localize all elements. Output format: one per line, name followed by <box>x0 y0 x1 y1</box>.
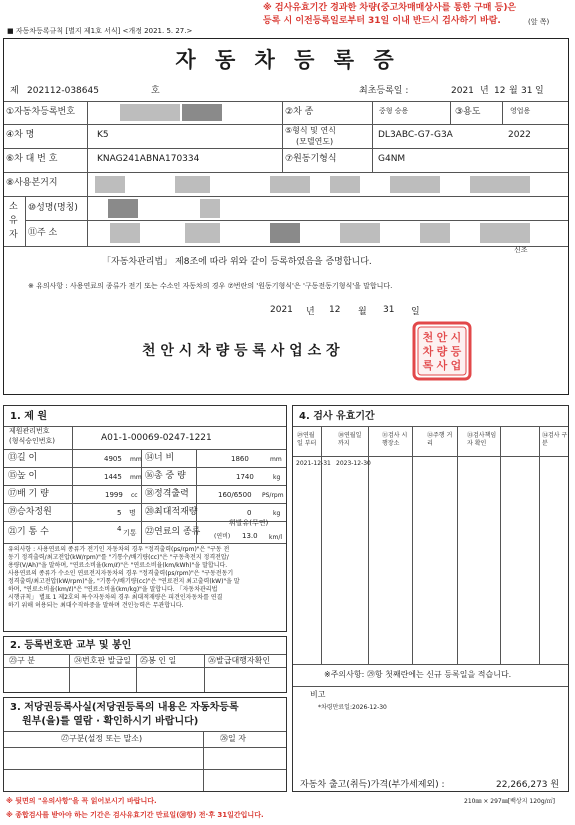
inspection-title: 4. 검사 유효기간 <box>299 411 375 422</box>
fine-print-line: 시행규칙」 별표 1 제2호의 특수자동차의 경우 최대적재량은 피견인자동차를 연결 <box>8 594 223 601</box>
displacement-unit: cc <box>131 492 138 499</box>
width-unit: mm <box>270 456 282 463</box>
official-seal-icon <box>412 321 472 381</box>
plate-col-seal-date: ㉕봉 인 일 <box>140 656 177 665</box>
paper-spec: 210㎜ × 297㎜[백상지 120g/㎡] <box>464 798 556 805</box>
redacted-owner-address-2 <box>185 223 220 243</box>
first-reg-year-unit: 년 <box>480 86 489 96</box>
seating-unit: 명 <box>129 509 136 517</box>
first-reg-label: 최초등록일 : <box>359 86 409 96</box>
fine-print-line: 유의사항 : 사용연료의 종류가 전기인 자동차의 경우 "정격출력(ps/rpm)"은 "구동 전 <box>8 546 230 553</box>
issue-day-unit: 일 <box>411 307 420 317</box>
plate-col-issue-date: ㉔번호판 발급일 <box>74 656 131 665</box>
width-value: 1860 <box>231 455 249 463</box>
fine-print-line: 하며, "연료소비율(km/ℓ)"은 "연료소비율(km/kg)"을 말합니다. 「자동차관리법 <box>8 586 218 593</box>
new-registration-mark: 신조 <box>514 246 528 254</box>
redacted-reg-no-dark <box>182 104 222 121</box>
insp-row1-from: 2021-12-31 <box>296 460 331 467</box>
footer-line-1: ※ 뒷면의 "유의사항"을 꼭 읽어보시기 바랍니다. <box>6 797 157 805</box>
footer-line-2: ※ 종합검사를 받아야 하는 기간은 검사유효기간 만료일(㉚항) 전·후 31일간입니다. <box>6 811 264 819</box>
issue-year-unit: 년 <box>306 307 315 317</box>
rated-output-label: ⑱정격출력 <box>145 489 189 499</box>
insp-col-inspector: ㉝검사책임자 확인 <box>467 432 497 447</box>
regulation-text: ■ 자동차등록규칙 [별지 제1호 서식] <개정 2021. 5. 27.> <box>7 27 193 35</box>
redacted-owner-address-4 <box>340 223 380 243</box>
inspection-note: ※주의사항: ㉙항 첫째란에는 신규 등록일을 적습니다. <box>324 670 512 679</box>
vin-label: ⑥차 대 번 호 <box>6 154 58 164</box>
fuel-efficiency-unit: km/l <box>269 534 283 541</box>
max-load-label: ⑳최대적재량 <box>145 507 198 517</box>
redacted-address-6 <box>470 176 530 193</box>
owner-name-label: ⑩성명(명칭) <box>28 203 78 213</box>
seating-label: ⑲승차정원 <box>8 507 52 517</box>
fine-print-line: 하기 위해 허용되는 최대수직하중을 말하며 견인능력은 무관합니다. <box>8 602 184 609</box>
fuel-type-value: 휘발유(무연) <box>229 519 269 527</box>
seating-value: 5 <box>117 509 122 517</box>
svg-text:안: 안 <box>436 331 448 344</box>
max-load-value: 0 <box>247 509 252 517</box>
remark-label: 비고 <box>310 690 326 699</box>
svg-text:차: 차 <box>422 345 434 358</box>
cylinders-unit: 기통 <box>123 529 137 537</box>
doc-no-label: 제 <box>10 86 19 96</box>
usage-label: ③용도 <box>455 107 481 117</box>
redacted-owner-address-5 <box>420 223 450 243</box>
issuer-name: 천 안 시 차 량 등 록 사 업 소 장 <box>142 343 340 359</box>
notice-line-2: 등록 시 이전등록일로부터 31일 이내 반드시 검사하기 바람. <box>263 16 501 26</box>
certify-note: ※ 유의사항 : 사용연료의 종류가 전기 또는 수소인 자동차의 경우 ⑦번란의 '원동기형식'은 '구동전동기형식'을 말합니다. <box>28 282 393 290</box>
cylinders-label: ㉑기 통 수 <box>8 527 49 537</box>
redacted-owner-address-3 <box>270 223 300 243</box>
rated-output-unit: PS/rpm <box>262 492 284 499</box>
first-reg-month-unit: 월 <box>509 86 518 96</box>
fine-print-line: 용량(V/Ah)"을 말하며, "연료소비율(km/ℓ)"은 "연료소비율(km/kWh)"을 말합니다. <box>8 562 228 569</box>
svg-text:록: 록 <box>422 359 434 372</box>
length-label: ⑬길 이 <box>8 453 38 463</box>
first-reg-day: 31 <box>521 86 533 96</box>
model-year-label-b: (모델연도) <box>296 137 334 146</box>
rated-output-value: 160/6500 <box>218 491 252 499</box>
spec-mgmt-no-value: A01-1-00069-0247-1221 <box>101 433 212 443</box>
svg-text:업: 업 <box>450 359 462 372</box>
issue-month-unit: 월 <box>358 307 367 317</box>
gross-weight-unit: kg <box>273 474 281 481</box>
engine-type-label: ⑦원동기형식 <box>285 154 337 164</box>
insp-col-place: ㉛검사 시행장소 <box>382 432 408 447</box>
vehicle-reg-no-label: ①자동차등록번호 <box>6 107 75 117</box>
model-year-value: 2022 <box>508 130 531 140</box>
owner-label: 소유자 <box>9 202 18 240</box>
redacted-owner-address-1 <box>110 223 140 243</box>
doc-number: 202112-038645 <box>27 86 99 96</box>
spec-mgmt-no-label-a: 제원관리번호 <box>9 427 50 435</box>
certify-statement: 「자동차관리법」 제8조에 따라 위와 같이 등록하였음을 증명합니다. <box>102 257 372 267</box>
issue-month: 12 <box>329 305 341 315</box>
specs-fine-print <box>8 546 240 610</box>
max-load-unit: kg <box>273 510 281 517</box>
spec-mgmt-no-label-b: (형식승인번호) <box>9 437 56 445</box>
redacted-address-3 <box>270 176 310 193</box>
insp-col-type: ㉞검사 구분 <box>542 432 568 447</box>
fine-print-line: 동기 정격출력/최고전압(kW/rpm)"를 "기통수/배기량(cc)"은 "구동축전지 정격전압/ <box>8 554 229 561</box>
fine-print-line: 정격출력/최고전압(kW/rpm)"을, "기통수/배기량(cc)"은 "연료전지 최고출력(kW)"을 말 <box>8 578 240 585</box>
mortgage-title-b: 원부(을)를 열람 · 확인하시기 바랍니다) <box>22 716 199 727</box>
page-side-label: (앞 쪽) <box>528 18 550 26</box>
notice-line-1: ※ 검사유효기간 경과한 차량(중고차매매상사를 통한 구매 등)은 <box>263 3 517 13</box>
insp-col-mileage: ㉜주행 거리 <box>427 432 453 447</box>
owner-address-label: ⑪주 소 <box>28 228 58 238</box>
vin-value: KNAG241ABNA170334 <box>97 154 200 164</box>
height-label: ⑮높 이 <box>8 471 38 481</box>
redacted-address-4 <box>330 176 360 193</box>
width-label: ⑭너 비 <box>145 453 175 463</box>
length-value: 4905 <box>104 455 122 463</box>
first-reg-month: 12 <box>494 86 506 96</box>
mortgage-col-date: ㉘일 자 <box>220 734 246 743</box>
price-label: 자동차 출고(취득)가격(부가세제외) : <box>300 780 445 790</box>
fuel-efficiency-label: (연비) <box>214 533 231 540</box>
vehicle-name-value: K5 <box>97 130 109 140</box>
length-unit: mm <box>130 456 142 463</box>
doc-no-suffix: 호 <box>151 86 160 96</box>
svg-text:등: 등 <box>450 345 462 358</box>
first-reg-year: 2021 <box>451 86 474 96</box>
insp-row1-to: 2023-12-30 <box>336 460 371 467</box>
issue-year: 2021 <box>270 305 293 315</box>
svg-text:천: 천 <box>422 331 434 344</box>
plate-col-agent-confirm: ㉖발급대행자확인 <box>208 656 271 665</box>
engine-type-value: G4NM <box>378 154 406 164</box>
svg-text:사: 사 <box>436 359 448 372</box>
plate-col-category: ㉓구 분 <box>9 656 35 665</box>
redacted-reg-no <box>120 104 180 121</box>
insp-col-from: ㉙연월일 부터 <box>297 432 317 447</box>
displacement-label: ⑰배 기 량 <box>8 489 49 499</box>
model-year-label-a: ⑤형식 및 연식 <box>285 126 336 135</box>
fuel-type-label: ㉒연료의 종류 <box>145 527 201 537</box>
redacted-address-5 <box>390 176 440 193</box>
plate-title: 2. 등록번호판 교부 및 봉인 <box>10 640 132 651</box>
base-location-label: ⑧사용본거지 <box>6 178 58 188</box>
page-title: 자 동 차 등 록 증 <box>175 47 400 72</box>
redacted-address-2 <box>175 176 210 193</box>
fuel-efficiency-value: 13.0 <box>242 532 258 540</box>
inspection-box <box>292 405 569 792</box>
specs-title: 1. 제 원 <box>10 411 48 422</box>
vehicle-type-value: 중형 승용 <box>379 107 409 115</box>
fine-print-line: 사용연료의 종류가 수소인 연료전지자동차의 경우 "정격출력(ps/rpm)"은 "구동전동기 <box>8 570 234 577</box>
usage-value: 영업용 <box>510 107 531 115</box>
svg-text:량: 량 <box>436 345 448 358</box>
displacement-value: 1999 <box>105 491 123 499</box>
vehicle-type-label: ②차 종 <box>285 107 314 117</box>
price-value: 22,266,273 원 <box>496 780 560 790</box>
redacted-owner-id <box>200 199 220 218</box>
mortgage-col-type: ㉗구분(설정 또는 말소) <box>61 734 143 743</box>
height-value: 1445 <box>104 473 122 481</box>
redacted-address-1 <box>95 176 125 193</box>
insp-col-to: ㉚연월일 까지 <box>338 432 362 447</box>
remark-value: *차령만료일:2026-12-30 <box>318 704 387 711</box>
mortgage-title-a: 3. 저당권등록사실(저당권등록의 내용은 자동차등록 <box>10 702 239 713</box>
vehicle-name-label: ④차 명 <box>6 130 35 140</box>
first-reg-day-unit: 일 <box>535 86 544 96</box>
redacted-owner-address-6 <box>480 223 530 243</box>
model-value: DL3ABC-G7-G3A <box>378 130 453 140</box>
height-unit: mm <box>130 474 142 481</box>
redacted-owner-name <box>108 199 138 218</box>
gross-weight-value: 1740 <box>236 473 254 481</box>
gross-weight-label: ⑯총 중 량 <box>145 471 186 481</box>
issue-day: 31 <box>383 305 395 315</box>
svg-text:시: 시 <box>450 331 462 344</box>
cylinders-value: 4 <box>117 525 122 533</box>
